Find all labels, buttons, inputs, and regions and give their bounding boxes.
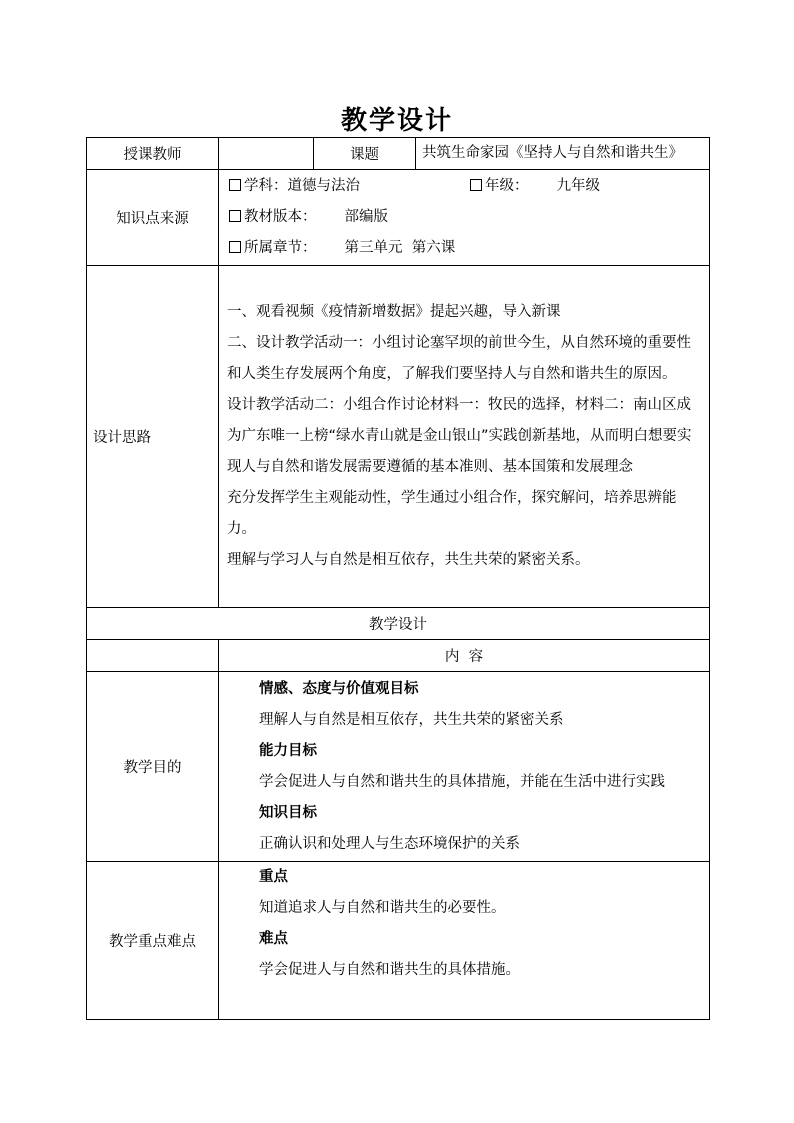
objective-text-ability: 学会促进人与自然和谐共生的具体措施，并能在生活中进行实践: [259, 773, 665, 790]
objectives-label: 教学目的: [87, 672, 219, 862]
grade-value: 九年级: [556, 178, 600, 194]
keypoint-text-key: 知道追求人与自然和谐共生的必要性。: [259, 900, 506, 916]
source-row: [87, 170, 710, 266]
design-paragraph-4: 充分发挥学生主观能动性，学生通过小组合作，探究解问，培养思辨能力。: [227, 490, 677, 537]
chapter-line: [229, 233, 703, 264]
grade-label: 年级：: [485, 178, 529, 194]
design-paragraph-3: 设计教学活动二：小组合作讨论材料一：牧民的选择，材料二：南山区成为广东唯一上榜“绿水青山就是金山银山”实践创新基地，从而明白想要实现人与自然和谐发展需要遵循的基本准则、基本国策和发展理念: [227, 397, 692, 475]
design-content: [219, 266, 710, 608]
checkbox-icon: [470, 179, 482, 191]
edition-label: 教材版本：: [244, 209, 317, 225]
objective-heading-knowledge: 知识目标: [259, 804, 317, 821]
keypoint-heading-key: 重点: [259, 869, 288, 885]
objectives-content: [219, 672, 710, 862]
design-paragraph-1: 一、观看视频《疫情新增数据》提起兴趣，导入新课: [227, 304, 561, 320]
keypoint-heading-difficulty: 难点: [259, 931, 288, 947]
subject-grade-line: [229, 171, 703, 202]
content-header-blank: [87, 640, 219, 672]
chapter-value: 第三单元 第六课: [344, 240, 456, 256]
keypoints-content: [219, 862, 710, 1020]
topic-label: 课题: [314, 138, 416, 170]
edition-value: 部编版: [344, 209, 388, 225]
objective-heading-ability: 能力目标: [259, 742, 317, 759]
edition-line: [229, 202, 703, 233]
lesson-plan-table: [86, 137, 710, 1020]
header-row: [87, 138, 710, 170]
keypoints-label: 教学重点难点: [87, 862, 219, 1020]
chapter-label: 所属章节：: [244, 240, 317, 256]
design-paragraph-2: 二、设计教学活动一：小组讨论塞罕坝的前世今生，从自然环境的重要性和人类生存发展两个角度，了解我们要坚持人与自然和谐共生的原因。: [227, 335, 691, 382]
content-header-row: [87, 640, 710, 672]
section-header-row: [87, 608, 710, 640]
topic-value: 共筑生命家园《坚持人与自然和谐共生》: [416, 138, 710, 170]
subject-value: 道德与法治: [287, 178, 360, 194]
design-paragraph-5: 理解与学习人与自然是相互依存，共生共荣的紧密关系。: [227, 552, 590, 568]
content-header: 内 容: [219, 640, 710, 672]
design-row: [87, 266, 710, 608]
design-label: 设计思路: [87, 266, 219, 608]
teacher-label: 授课教师: [87, 138, 219, 170]
objective-text-emotion: 理解人与自然是相互依存，共生共荣的紧密关系: [259, 711, 564, 728]
checkbox-icon: [229, 179, 241, 191]
section-header: 教学设计: [87, 608, 710, 640]
checkbox-icon: [229, 241, 241, 253]
source-content: [219, 170, 710, 266]
document-title: 教学设计: [340, 106, 453, 136]
checkbox-icon: [229, 210, 241, 222]
objectives-row: [87, 672, 710, 862]
teacher-value: [219, 138, 314, 170]
keypoints-row: [87, 862, 710, 1020]
source-label: 知识点来源: [87, 170, 219, 266]
keypoint-text-difficulty: 学会促进人与自然和谐共生的具体措施。: [259, 962, 520, 978]
objective-heading-emotion: 情感、态度与价值观目标: [259, 680, 419, 697]
objective-text-knowledge: 正确认识和处理人与生态环境保护的关系: [259, 835, 520, 852]
subject-label: 学科：: [244, 178, 288, 194]
